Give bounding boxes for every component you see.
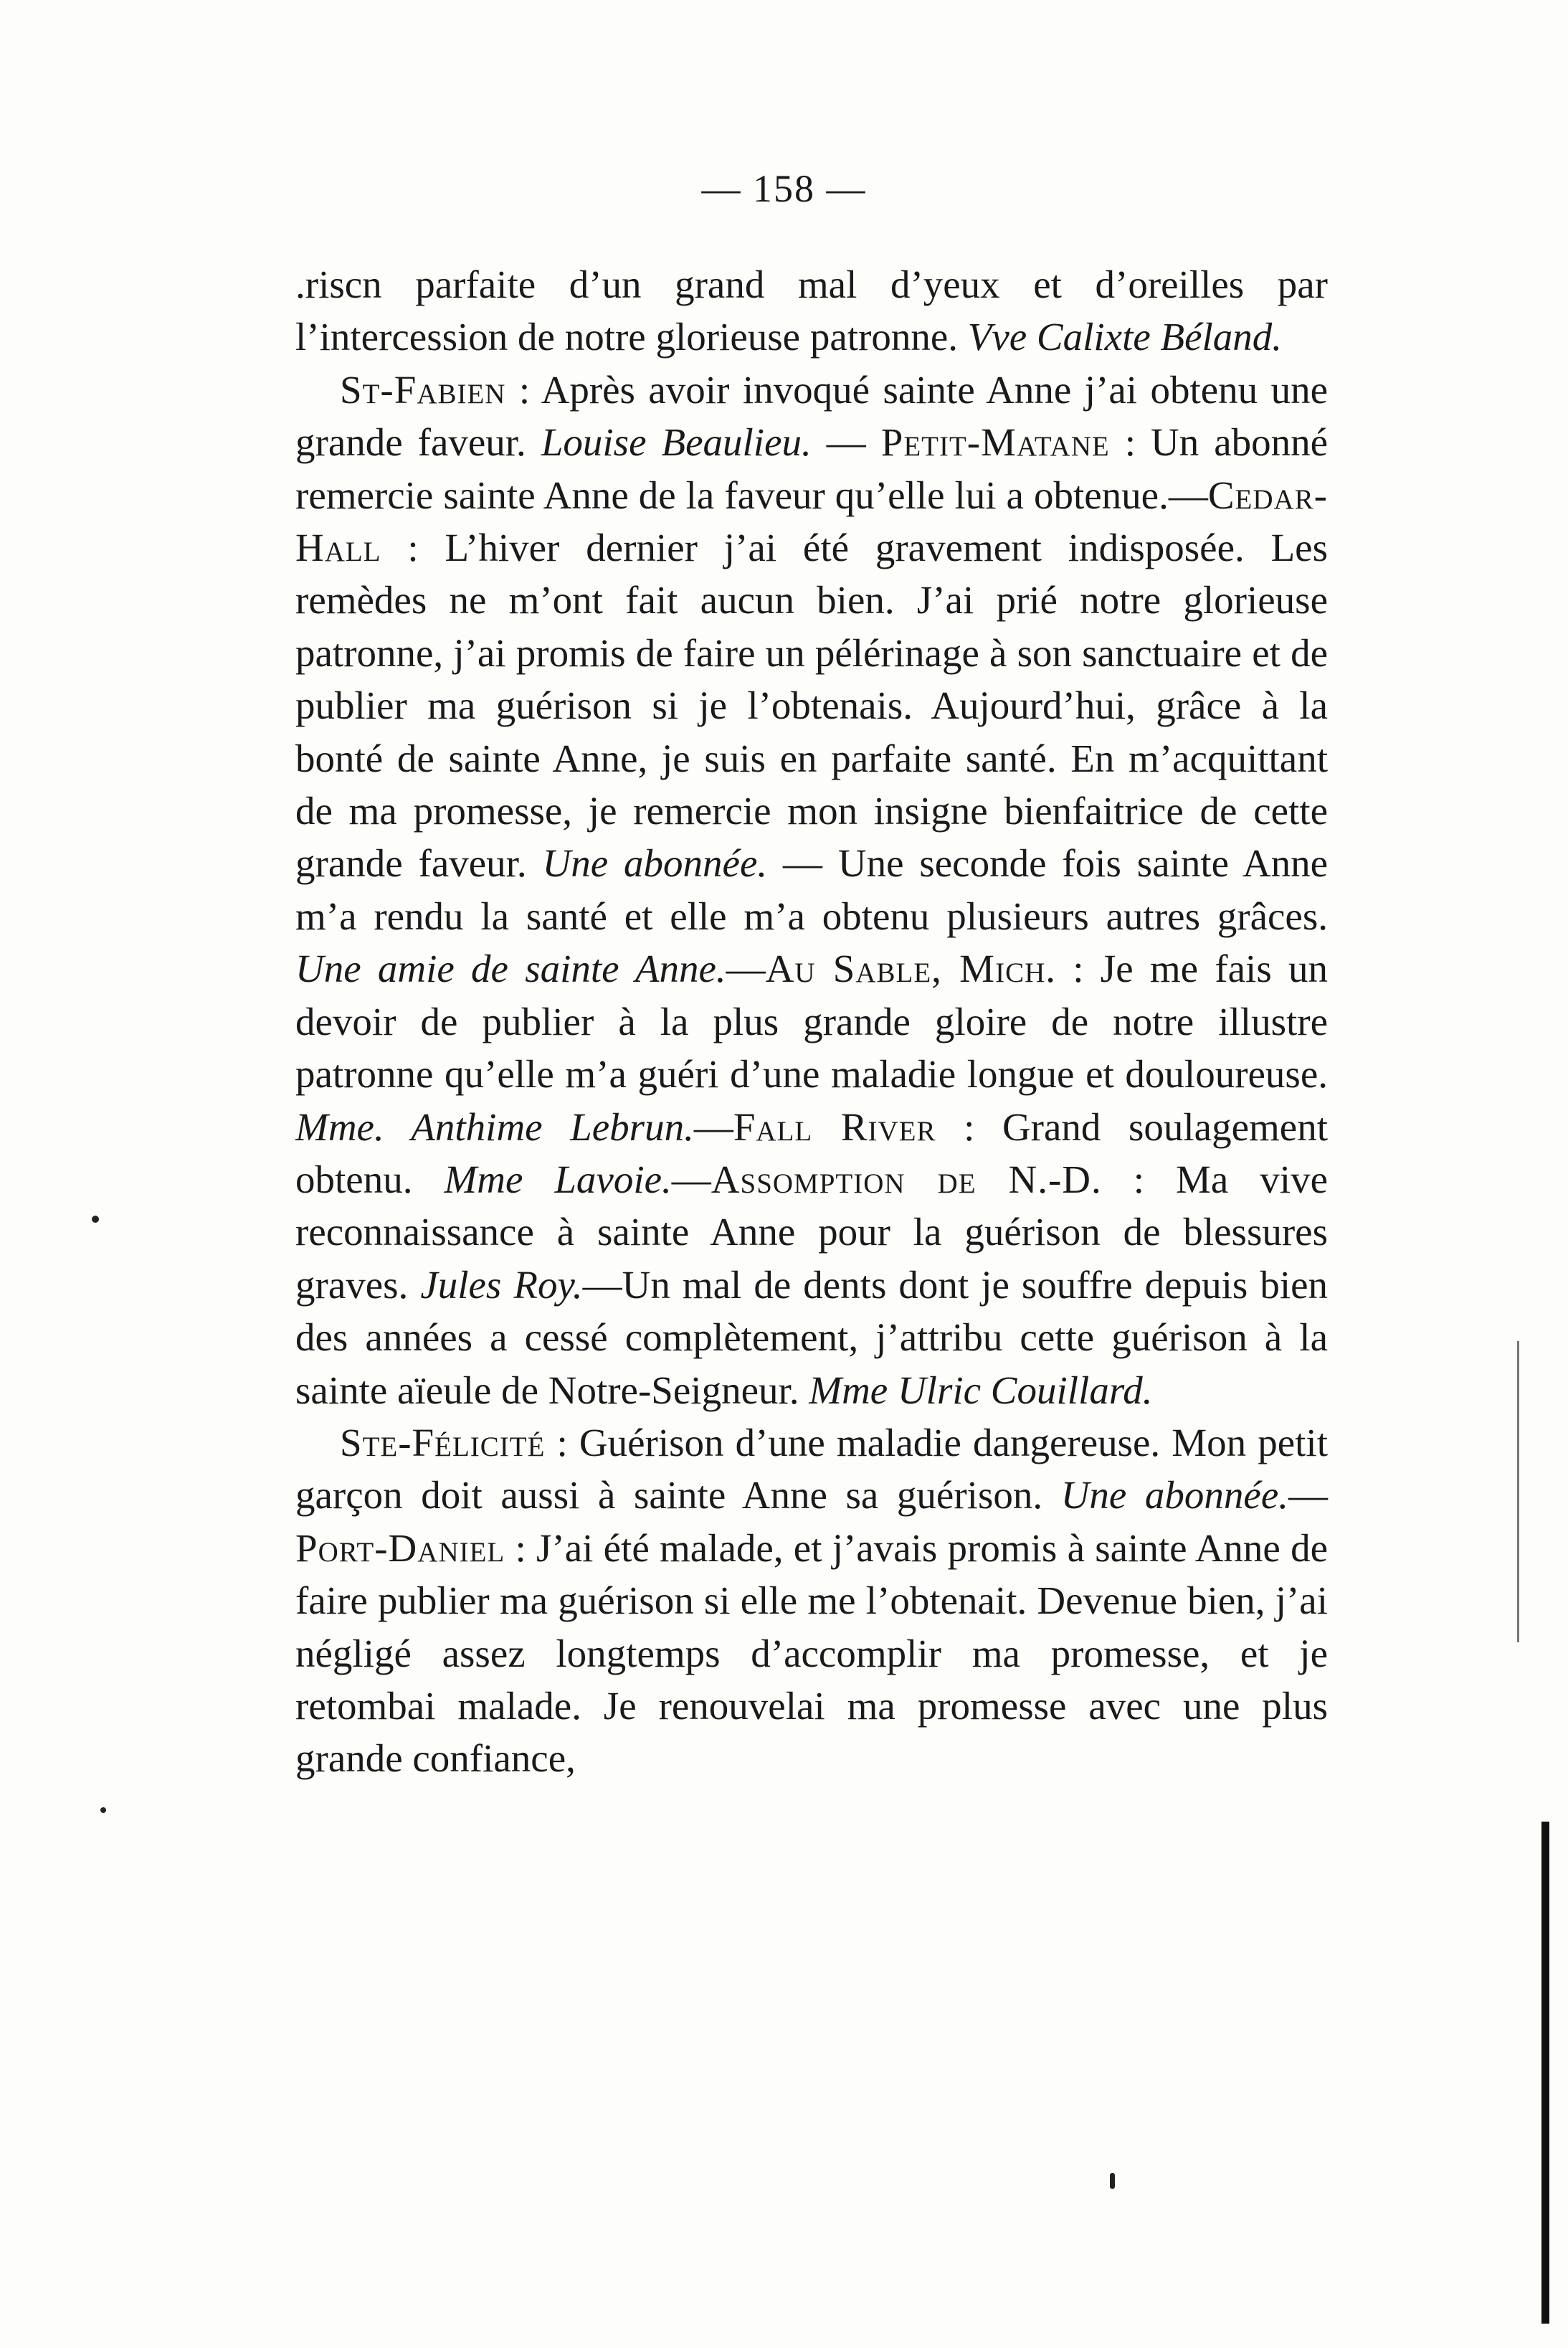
signature: Mme. Anthime Lebrun. xyxy=(295,1104,694,1149)
place-name: Cedar-Hall xyxy=(295,473,1328,570)
signature: Une abonnée. xyxy=(542,841,768,886)
signature: Vve Calixte Béland. xyxy=(967,315,1283,359)
place-name: Assomption de N.-D. xyxy=(711,1157,1102,1201)
signature: Jules Roy. xyxy=(420,1262,583,1307)
text-segment: : Ma vive reconnaissance à sainte Anne pour la guérison de blessures graves. xyxy=(295,1157,1328,1307)
text-segment: — xyxy=(726,947,766,991)
place-name: St-Fabien xyxy=(340,367,506,412)
scan-edge-bar xyxy=(1541,1822,1549,2324)
text-segment: : Un abonné remercie sainte Anne de la faveur qu’elle lui a obtenue.— xyxy=(295,420,1329,517)
signature: Mme Ulric Couillard. xyxy=(809,1368,1153,1412)
text-segment: : L’hiver dernier j’ai été gravement indisposée. Les remèdes ne m’ont fait aucun bien. J’ai prié notre glorieuse patronne, j’ai promis de faire un pélérinage à son sanctuaire et de publier ma guérison si je l’obtenais. Aujourd’hui, grâce à la bonté de sainte Anne, je suis en parfaite santé. En m’acquittant de ma promesse, je remercie mon insigne bienfaitrice de cette grande faveur. xyxy=(295,526,1328,886)
place-name: Port-Daniel xyxy=(295,1525,505,1570)
scan-speck xyxy=(100,1807,106,1813)
scan-speck xyxy=(1110,2173,1115,2189)
place-name: Au Sable, Mich. xyxy=(765,947,1056,991)
signature: Mme Lavoie. xyxy=(444,1157,672,1201)
text-segment: : Après avoir invoqué sainte Anne j’ai obtenu une grande faveur. xyxy=(295,367,1328,465)
scan-speck xyxy=(92,1216,99,1223)
paragraph-1 xyxy=(295,258,1328,364)
text-segment: —Un mal de dents dont je souffre depuis bien des années a cessé complètement, j’attribu cette guérison à la sainte aïeule de Notre-Seigneur. xyxy=(295,1262,1329,1412)
text-segment: — xyxy=(811,420,881,465)
text-segment: — xyxy=(1288,1473,1328,1518)
paragraph-3 xyxy=(295,1416,1328,1785)
text-segment: : Guérison d’une maladie dangereuse. Mon petit garçon doit aussi à sainte Anne sa guérison. xyxy=(295,1420,1328,1518)
body-text xyxy=(295,258,1328,1785)
page-number: — 158 — xyxy=(701,167,867,210)
signature: Louise Beaulieu. xyxy=(541,420,812,465)
place-name: Ste-Félicité xyxy=(340,1420,546,1464)
text-segment: — xyxy=(693,1104,733,1149)
signature: Une abonnée. xyxy=(1060,1473,1288,1518)
signature: Une amie de sainte Anne. xyxy=(295,947,726,991)
text-segment: : Grand soulagement obtenu. xyxy=(295,1104,1328,1201)
paragraph-2 xyxy=(295,364,1328,1416)
scan-edge-line xyxy=(1517,1341,1519,1642)
text-segment: : Je me fais un devoir de publier à la plus grande gloire de notre illustre patronne qu’elle m’a guéri d’une maladie longue et douloureuse. xyxy=(295,947,1328,1097)
text-segment: — Une seconde fois sainte Anne m’a rendu la santé et elle m’a obtenu plusieurs autres grâces. xyxy=(295,841,1328,938)
text-segment: — xyxy=(671,1157,711,1201)
place-name: Petit-Matane xyxy=(880,420,1110,465)
text-segment: : J’ai été malade, et j’avais promis à sainte Anne de faire publier ma guérison si elle me l’obtenait. Devenue bien, j’ai négligé assez longtemps d’accomplir ma promesse, et je retombai malade. Je renouvelai ma promesse avec une plus grande confiance, xyxy=(295,1525,1328,1781)
place-name: Fall River xyxy=(733,1104,936,1149)
text-segment: .riscn parfaite d’un grand mal d’yeux et d’oreilles par l’intercession de notre glorieuse patronne. xyxy=(295,262,1328,359)
